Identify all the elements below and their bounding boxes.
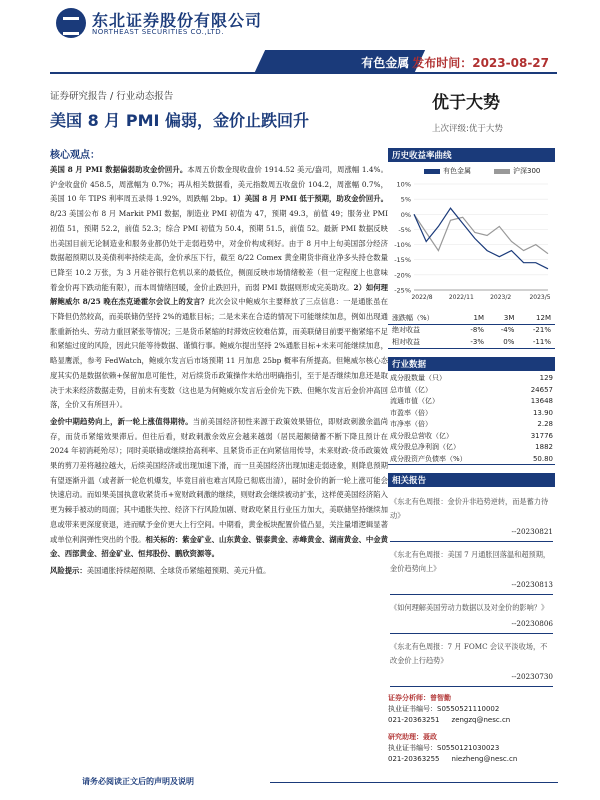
analyst-card <box>388 693 555 726</box>
analyst-card <box>388 732 555 765</box>
analyst-name: 聂政 <box>423 733 437 741</box>
table-row: 成分股资产负债率（%） 50.80 <box>390 454 553 463</box>
y-tick-label: 5% <box>400 195 411 204</box>
perf-header: 12M <box>536 313 551 322</box>
perf-section-title: 历史收益率曲线 <box>388 148 555 162</box>
header-bar <box>50 50 557 74</box>
related-report-date: --20230813 <box>511 580 553 589</box>
table-row: 相对收益 -3% 0% -11% <box>388 336 555 348</box>
company-logo <box>56 8 326 40</box>
table-row: 成分股总营收（亿） 31776 <box>390 431 553 440</box>
publish-date: 发布时间：2023-08-27 <box>412 56 549 70</box>
disclaimer-notice: 请务必阅读正文后的声明及说明 <box>82 777 194 786</box>
main-content <box>50 140 388 581</box>
company-name-cn: 东北证券股份有限公司 <box>92 11 263 30</box>
related-report-date: --20230821 <box>511 527 553 536</box>
risk-warning: 风险提示：美国通胀持续超预期、全球货币紧缩超预期、美元升值。 <box>50 565 271 575</box>
related-report-title: 《东北有色周报：7 月 FOMC 会议平淡收场，不改金价上行趋势》 <box>390 642 548 665</box>
legend-item-hs300: 沪深300 <box>494 166 540 176</box>
paragraph-2: 金价中期趋势向上，新一轮上涨值得期待。当前美国经济韧性来源于政策效果错位，即财政刺激余温尚存，而货币紧缩效果滞后。但往后看，财政刺激余效应会越来越弱（居民超额储蓄不断下降且预计在 2024 年初消耗殆尽）；同时美联储或继续抬高利率、且紧货币正在向紧信用传导，未来财政-货币政策效果的剪刀差将越拉越大，后续美国经济或出现加速下滑，而一旦美国经济出现加速走弱迹象，则降息预期有望逐渐升温（或者新一轮危机爆发，毕竟目前也难言风险已彻底出清），届时金价的新一轮上涨可能会快速启动。而如果美国执意收紧货币+宽财政刺激的继续，则财政会继续被动扩张，这样使美国经济陷入更为棘手被动的局面；其中通胀失控、经济下行风险加剧、财政吃紧且行业压力加大，美联储坚持继续加息或带来更深度衰退，进而赋予金价更大上行空间。中期看，黄金板块配置价值凸显，关注量增逻辑显著或单位利润弹性突出的个股。相关标的：紫金矿业、山东黄金、银泰黄金、赤峰黄金、湖南黄金、中金黄金、西部黄金、招金矿业、恒邦股份、鹏欣资源等。 <box>50 416 388 559</box>
list-item[interactable] <box>388 595 555 634</box>
analyst-info <box>388 693 555 765</box>
y-tick-label: 0% <box>400 210 411 219</box>
table-row: 绝对收益 -8% -4% -21% <box>392 326 551 335</box>
related-report-title: 《东北有色周报：金价升非趋势逆转，而是蓄力待动》 <box>390 497 549 520</box>
analyst-phone: 021-20363255 <box>388 755 440 763</box>
table-row: 成分股总净利润（亿） 1882 <box>390 443 553 452</box>
chart-legend <box>388 164 555 178</box>
legend-item-sector: 有色金属 <box>424 166 471 176</box>
table-row: 市净率（倍） 2.28 <box>390 420 553 429</box>
footer <box>0 774 600 790</box>
analyst-role: 证券分析师： <box>388 694 430 702</box>
related-reports <box>388 489 555 687</box>
list-item[interactable] <box>388 489 555 542</box>
analyst-email[interactable]: niezheng@nesc.cn <box>451 755 518 763</box>
related-report-date: --20230806 <box>511 619 553 628</box>
y-tick-label: -25% <box>394 286 411 295</box>
rating: 优于大势 <box>432 93 500 113</box>
breadcrumb: 证券研究报告 / 行业动态报告 <box>50 91 174 102</box>
list-item[interactable] <box>388 542 555 595</box>
analyst-license: 执业证书编号：S0550521110002 <box>388 705 500 713</box>
perf-header: 3M <box>503 313 515 322</box>
industry-section-title: 行业数据 <box>388 357 555 371</box>
logo-emblem-icon <box>56 8 86 38</box>
related-section-title: 相关报告 <box>388 473 555 487</box>
y-tick-label: 10% <box>396 180 411 189</box>
x-tick-label: 2023/2 <box>490 294 512 301</box>
related-report-title: 《如何理解美国劳动力数据以及对金价的影响？》 <box>390 603 549 612</box>
table-row: 流通市值（亿） 13648 <box>390 397 553 406</box>
related-report-date: --20230730 <box>511 672 553 681</box>
sector-tag: 有色金属 <box>255 50 425 72</box>
list-item[interactable] <box>388 634 555 687</box>
x-tick-label: 2023/5 <box>529 294 551 301</box>
x-tick-label: 2022/11 <box>448 294 474 301</box>
table-row: 市盈率（倍） 13.90 <box>390 408 553 417</box>
analyst-phone: 021-20363251 <box>388 716 440 724</box>
company-name-en: NORTHEAST SECURITIES CO.,LTD. <box>92 28 224 36</box>
perf-header: 涨跌幅（%） <box>392 313 434 322</box>
core-view-heading: 核心观点： <box>50 150 100 161</box>
analyst-name: 曾智勤 <box>430 694 451 702</box>
table-row: 总市值（亿） 24657 <box>390 385 553 394</box>
perf-table <box>388 312 555 349</box>
analyst-role: 研究助理： <box>388 733 423 741</box>
perf-chart <box>388 178 555 310</box>
analyst-email[interactable]: zengzq@nesc.cn <box>451 716 511 724</box>
sidebar <box>388 148 555 771</box>
report-title: 美国 8 月 PMI 偏弱，金价止跌回升 <box>50 111 310 130</box>
x-tick-label: 2022/8 <box>411 294 433 301</box>
series-line-沪深300 <box>414 214 548 253</box>
y-tick-label: -5% <box>398 225 411 234</box>
y-tick-label: -20% <box>394 271 411 280</box>
footer-divider <box>270 782 558 783</box>
analyst-license: 执业证书编号：S0550121030023 <box>388 744 500 752</box>
y-tick-label: -10% <box>394 241 411 250</box>
paragraph-1: 美国 8 月 PMI 数据偏弱助攻金价回升。本周五价数金现收盘价 1914.52 美元/盎司，周涨幅 1.4%。沪金收盘价 458.5，周涨幅为 0.7%；再从相关数据看，美元指数周五收盘价 104.2，周涨幅 0.7%，美国 10 年 TIPS 利率周五录得 1.92%，周跌幅 2bp。1）美国 8 月 PMI 低于预期，助攻金价回升。8/23 美国公布 8 月 Markit PMI 数据，制造业 PMI 初值为 47，预期 49.3，前值 49；服务业 PMI 初值 51，预期 52.2，前值 52.3；综合 PMI 初值为 50.4，预期 51.5，前值 52。最新 PMI 数据反映出美国目前无论制造业和服务业都仍处于走弱趋势中，对金价构成利好。由于 8 月中上旬美国部分经济数据超预期以及美债利率持续走高，金价承压下行，截至 8/22 Comex 黄金期货非商业净多头持仓数量已降至 10.2 万张，为 3 月硅谷银行危机以来的最低位，侧面反映市场情绪較差（但一定程度上也意味着金价再下跌动能有限），而本周情绪回暖，金价止跌回升，而弱 PMI 数据则形成完美助攻。2）如何理解鲍威尔 8/25 晚在杰克逊霍尔会议上的发言？此次会议中鲍威尔主要释放了三点信息：一是通胀虽在下降但仍然较高，而美联储仍坚持 2%的通胀目标；二是未来在合适的情况下可能继续加息，例如出现通胀重新抬头、劳动力重回紧张等情况；三是货币紧缩的时滞效应较难估算，而美联储目前要平衡紧缩不足和紧缩过度的风险，因此只能等待数据、谨慎行事。鲍威尔提出坚持 2%通胀目标+未来可能继续加息，略显鹰派，参考 FedWatch，鲍威尔发言后市场预期 11 月加息 25bp 概率有所提高。但鲍威尔核心态度其实仍是数据依赖+保留加息可能性，对后续货币政策操作未给出明确指引，至于是否继续加息还是取决于未来经济数据走势，目前未有变数（这也是为何鲍威尔发言后金价先下跌、但鲍尔发言后金价冲高回落，全价又有所回升）。 <box>50 165 388 410</box>
industry-table <box>388 373 555 466</box>
perf-header: 1M <box>473 313 485 322</box>
y-tick-label: -15% <box>394 256 411 265</box>
related-report-title: 《东北有色周报：美国 7 月通胀回落温和超预期，金价趋势向上》 <box>390 550 551 573</box>
table-row: 成分股数量（只） 129 <box>390 374 553 383</box>
previous-rating: 上次评级:优于大势 <box>432 124 503 134</box>
